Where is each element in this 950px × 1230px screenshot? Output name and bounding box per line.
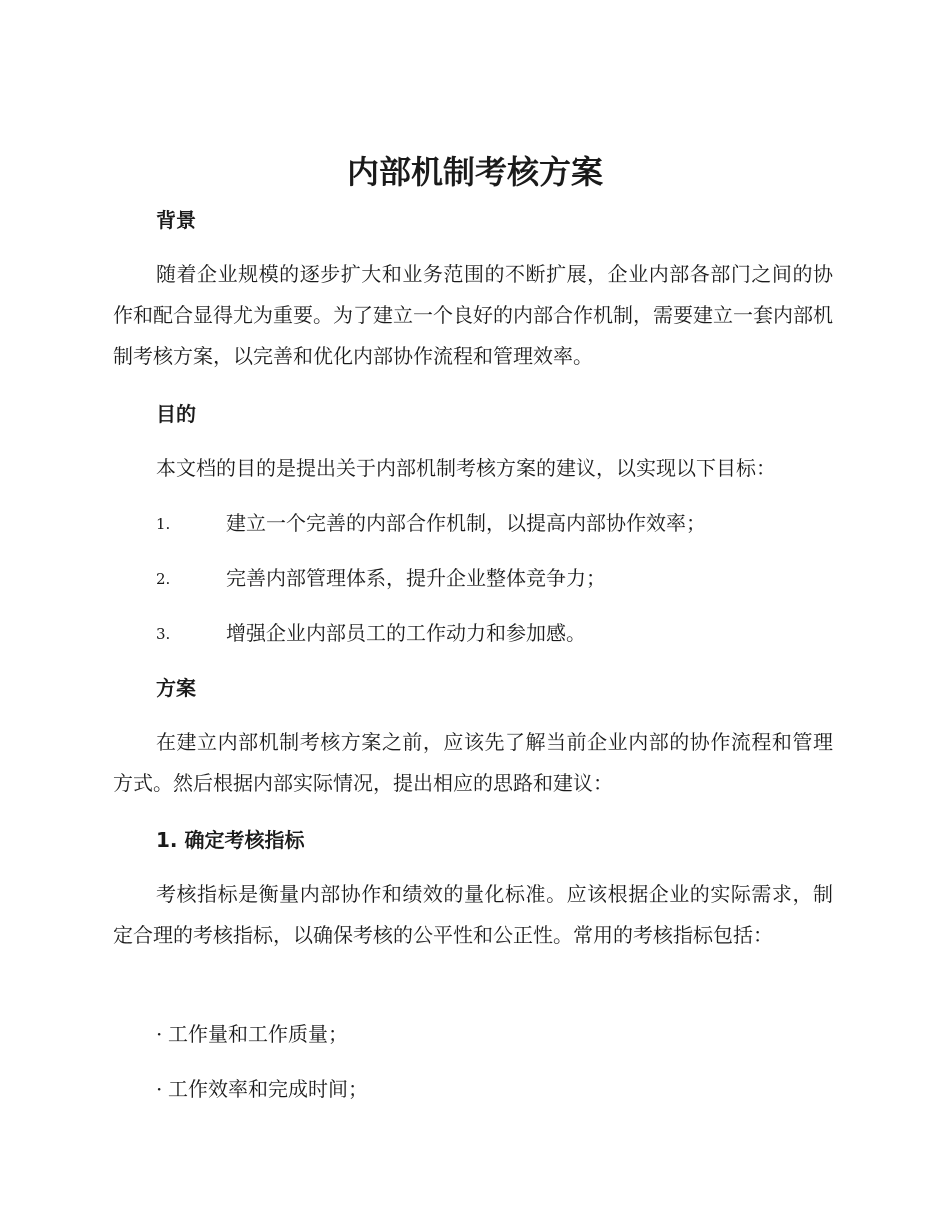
bullet-text: 工作量和工作质量； — [168, 1022, 348, 1046]
paragraph-plan: 在建立内部机制考核方案之前，应该先了解当前企业内部的协作流程和管理方式。然后根据内部实际情况，提出相应的思路和建议： — [113, 730, 833, 795]
bullet-item — [156, 1074, 368, 1104]
paragraph-purpose-intro: 本文档的目的是提出关于内部机制考核方案的建议，以实现以下目标： — [156, 456, 776, 480]
bullet-item — [156, 1019, 348, 1049]
list-item-text: 增强企业内部员工的工作动力和参加感。 — [226, 621, 586, 645]
bullet-mark: · — [156, 1077, 163, 1101]
document-title: 内部机制考核方案 — [346, 153, 603, 191]
list-item-text: 完善内部管理体系，提升企业整体竞争力； — [226, 566, 606, 590]
heading-background: 背景 — [156, 208, 196, 232]
bullet-mark: · — [156, 1022, 163, 1046]
paragraph-background: 随着企业规模的逐步扩大和业务范围的不断扩展，企业内部各部门之间的协作和配合显得尤为重要。为了建立一个良好的内部合作机制，需要建立一套内部机制考核方案，以完善和优化内部协作流程和管理效率。 — [113, 262, 833, 368]
list-item-text: 建立一个完善的内部合作机制，以提高内部协作效率； — [226, 511, 706, 535]
heading-purpose: 目的 — [156, 402, 196, 426]
paragraph-assessment-indicators: 考核指标是衡量内部协作和绩效的量化标准。应该根据企业的实际需求，制定合理的考核指标，以确保考核的公平性和公正性。常用的考核指标包括： — [113, 882, 833, 947]
heading-plan: 方案 — [156, 676, 196, 700]
list-number: 3. — [156, 625, 171, 643]
list-item — [156, 508, 836, 539]
list-item — [156, 618, 836, 649]
subheading-assessment-indicators: 1. 确定考核指标 — [156, 828, 305, 852]
bullet-text: 工作效率和完成时间； — [168, 1077, 368, 1101]
list-number: 1. — [156, 515, 171, 533]
list-number: 2. — [156, 570, 171, 588]
list-item — [156, 563, 836, 594]
